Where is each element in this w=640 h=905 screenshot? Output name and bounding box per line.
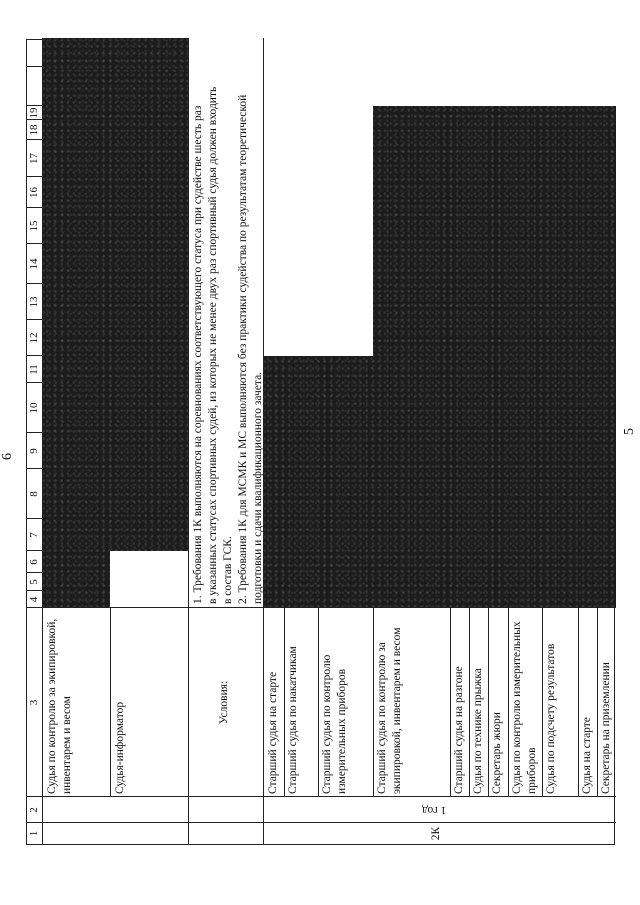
role-cell: Судья по контролю измерительных приборов xyxy=(511,621,538,794)
page-number: 6 xyxy=(0,453,15,460)
page-number-side: 5 xyxy=(622,428,637,435)
conditions-label: Условия: xyxy=(218,680,230,725)
col-header: 15 xyxy=(28,220,40,232)
col-header: 14 xyxy=(28,258,40,270)
role-cell: Старший судья на старте xyxy=(267,671,279,794)
role-cell: Старший судья по контролю за экипировкой, инвентарем и весом xyxy=(376,627,403,794)
col-header: 2 xyxy=(28,807,40,813)
col-header: 17 xyxy=(28,153,40,164)
empty-cells-block xyxy=(110,551,188,608)
col-header: 8 xyxy=(28,491,40,497)
role-cell: Судья по контролю за экипировкой, инвентарем и весом xyxy=(46,618,73,794)
period-label: 1 год xyxy=(422,804,447,816)
empty-cells-block xyxy=(263,38,373,356)
col-header: 9 xyxy=(28,448,40,454)
col-header: 18 xyxy=(28,124,40,136)
role-cell: Старший судья по контролю измерительных приборов xyxy=(321,654,348,794)
category-label: 2К xyxy=(430,826,442,841)
role-cell: Старший судья по накатчикам xyxy=(287,646,299,794)
empty-cells-block xyxy=(373,38,616,106)
col-header: 1 xyxy=(28,830,40,837)
col-header: 6 xyxy=(28,559,40,565)
role-cell: Судья на старте xyxy=(581,717,593,794)
col-header: 11 xyxy=(28,364,40,375)
col-header: 19 xyxy=(28,107,40,119)
role-cell: Секретарь на приземлении xyxy=(600,662,612,794)
filled-cells-upper xyxy=(42,38,188,608)
role-cell: Судья-информатор xyxy=(114,701,126,794)
qualification-table xyxy=(26,39,615,845)
col-header: 4 xyxy=(28,596,40,603)
role-cell: Судья по технике прыжка xyxy=(472,668,484,794)
role-cell: Старший судья на разгоне xyxy=(453,666,465,794)
conditions-line: подготовки и сдачи квалификационного зачета. xyxy=(252,371,264,604)
role-cell: Секретарь жюри xyxy=(491,712,503,794)
conditions-line: в указанных статусах спортивных судей, из которых не менее двух раз спортивный судья должен входить xyxy=(207,86,219,604)
col-header: 3 xyxy=(28,699,40,706)
conditions-line: в состав ГСК. xyxy=(222,536,234,604)
col-header: 12 xyxy=(28,332,40,344)
col-header: 16 xyxy=(28,187,40,198)
col-header: 7 xyxy=(28,532,40,538)
role-cell: Судья по подсчету результатов xyxy=(545,643,557,794)
conditions-line: 1. Требования 1К выполняются на соревнованиях соответствующего статуса при судействе шесть раз xyxy=(192,105,204,604)
conditions-line: 2. Требования 1К для МСМК и МС выполняются без практики судейства по результатам теоретической xyxy=(237,94,249,604)
col-header: 5 xyxy=(28,579,40,585)
col-header: 13 xyxy=(28,296,40,308)
col-header: 10 xyxy=(28,402,40,414)
